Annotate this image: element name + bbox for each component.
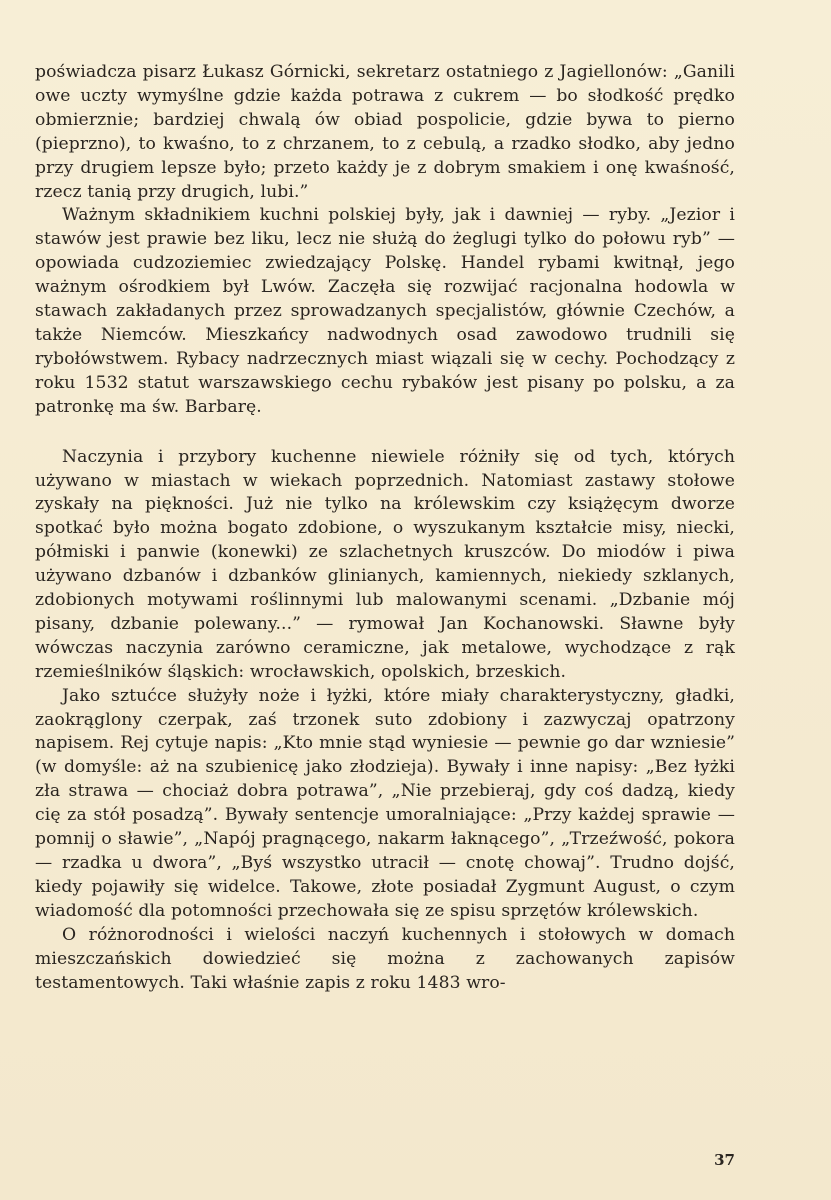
paragraph-1: poświadcza pisarz Łukasz Górnicki, sekretarz ostatniego z Jagiellonów: „Ganili owe uczty wymyślne gdzie każda potrawa z cukrem — bo słodkość prędko obmierznie; bardziej chwalą ów obiad pospolicie, gdzie bywa to pierno (pieprzno), to kwaśno, to z chrzanem, to z cebulą, a rzadko słodko, aby jedno przy drugiem lepsze było; przeto każdy je z dobrym smakiem i onę kwaśność, rzecz tanią przy drugich, lubi.” [35,62,735,202]
paragraph-3: Naczynia i przybory kuchenne niewiele różniły się od tych, których używano w miastach w wiekach poprzednich. Natomiast zastawy stołowe zyskały na piękności. Już nie tylko na królewskim czy książęcym dworze spotkać było można bogato zdobione, o wyszukanym kształcie misy, niecki, półmiski i panwie (konewki) ze szlachetnych kruszców. Do miodów i piwa używano dzbanów i dzbanków glinianych, kamiennych, niekiedy szklanych, zdobionych motywami roślinnymi lub malowanymi scenami. „Dzbanie mój pisany, dzbanie polewany...” — rymował Jan Kochanowski. Sławne były wówczas naczynia zarówno ceramiczne, jak metalowe, wychodzące z rąk rzemieślników śląskich: wrocławskich, opolskich, brzeskich. [35,446,735,682]
paragraph-4: Jako sztućce służyły noże i łyżki, które miały charakterystyczny, gładki, zaokrąglony czerpak, zaś trzonek suto zdobiony i zazwyczaj opatrzony napisem. Rej cytuje napis: „Kto mnie stąd wyniesie — pewnie go dar wzniesie” (w domyśle: aż na szubienicę jako złodzieja). Bywały i inne napisy: „Bez łyżki zła strawa — chociaż dobra potrawa”, „Nie przebieraj, gdy coś dadzą, kiedy cię za stół posadzą”. Bywały sentencje umoralniające: „Przy każdej sprawie — pomnij o sławie”, „Napój pragnącego, nakarm łaknącego”, „Trzeźwość, pokora — rzadka u dwora”, „Byś wszystko utracił — cnotę chowaj”. Trudno dojść, kiedy pojawiły się widelce. Takowe, złote posiadał Zygmunt August, o czym wiadomość dla potomności przechowała się ze spisu sprzętów królewskich. [35,685,735,921]
paragraph-2: Ważnym składnikiem kuchni polskiej były, jak i dawniej — ryby. „Jezior i stawów jest prawie bez liku, lecz nie służą do żeglugi tylko do połowu ryb” — opowiada cudzoziemiec zwiedzający Polskę. Handel rybami kwitnął, jego ważnym ośrodkiem był Lwów. Zaczęła się rozwijać racjonalna hodowla w stawach zakładanych przez sprowadzanych specjalistów, głównie Czechów, a także Niemców. Mieszkańcy nadwodnych osad zawodowo trudnili się rybołówstwem. Rybacy nadrzecznych miast wiązali się w cechy. Pochodzący z roku 1532 statut warszawskiego cechu rybaków jest pisany po polsku, a za patronkę ma św. Barbarę. [35,205,735,417]
page-number: 37 [714,1151,735,1169]
paragraph-5: O różnorodności i wielości naczyń kuchennych i stołowych w domach mieszczańskich dowiedzieć się można z zachowanych zapisów testamentowych. Taki właśnie zapis z roku 1483 wro- [35,924,735,993]
page-body [35,61,735,995]
